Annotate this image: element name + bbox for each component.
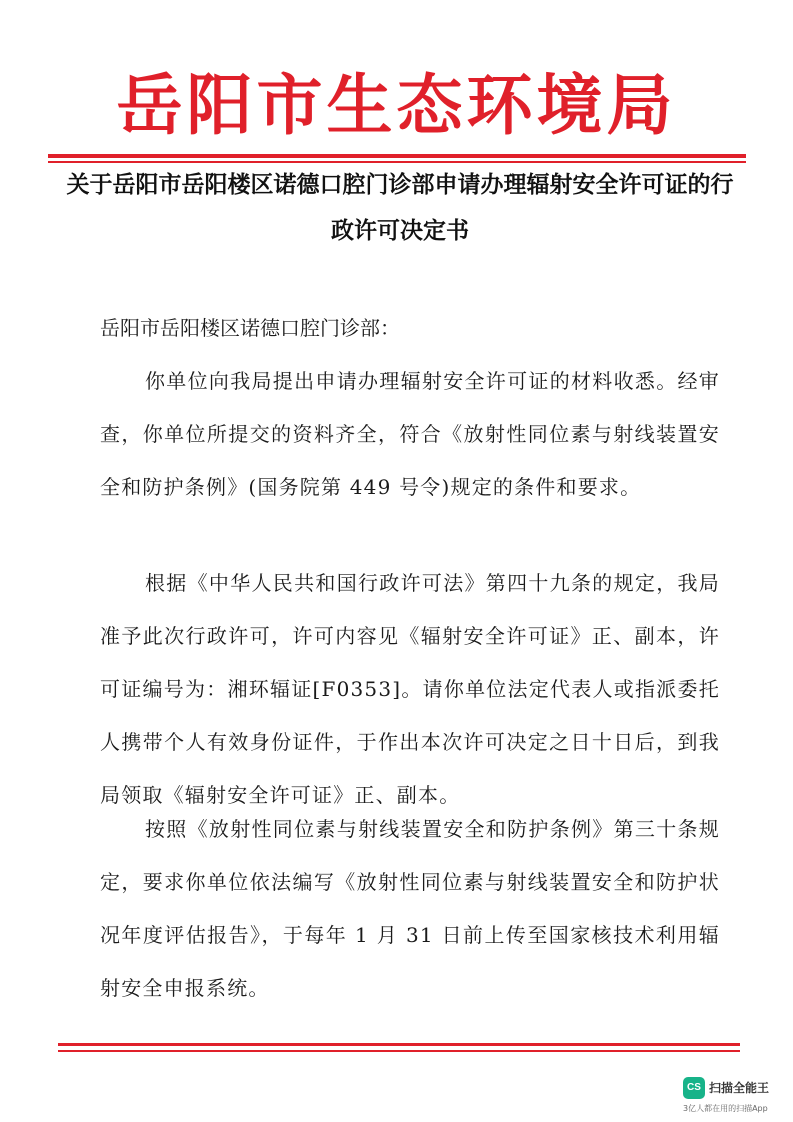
header-red-rule-thick <box>48 154 746 158</box>
camscanner-logo-icon: CS <box>683 1077 705 1099</box>
scanner-tagline: 3亿人都在用的扫描App <box>683 1104 768 1113</box>
scanner-watermark <box>683 1077 783 1117</box>
body-paragraph-2: 根据《中华人民共和国行政许可法》第四十九条的规定，我局准予此次行政许可，许可内容见《辐射安全许可证》正、副本，许可证编号为：湘环辐证[F0353]。请你单位法定代表人或指派委托人携带个人有效身份证件，于作出本次许可决定之日十日后，到我局领取《辐射安全许可证》正、副本。 <box>100 571 720 807</box>
addressee: 岳阳市岳阳楼区诺德口腔门诊部： <box>100 316 400 340</box>
scanner-app-name: 扫描全能王 <box>709 1081 770 1095</box>
footer-red-rule-thin <box>58 1050 740 1052</box>
body-paragraph-3: 按照《放射性同位素与射线装置安全和防护条例》第三十条规定，要求你单位依法编写《放射性同位素与射线装置安全和防护状况年度评估报告》，于每年 1 月 31 日前上传至国家核技术利用辐射安全申报系统。 <box>100 817 720 1000</box>
document-title: 关于岳阳市岳阳楼区诺德口腔门诊部申请办理辐射安全许可证的行政许可决定书 <box>66 171 734 244</box>
footer-red-rule-thick <box>58 1043 740 1046</box>
agency-header: 岳阳市生态环境局 <box>116 66 677 144</box>
body-paragraph-1: 你单位向我局提出申请办理辐射安全许可证的材料收悉。经审查，你单位所提交的资料齐全，符合《放射性同位素与射线装置安全和防护条例》(国务院第 449 号令)规定的条件和要求。 <box>100 369 720 499</box>
